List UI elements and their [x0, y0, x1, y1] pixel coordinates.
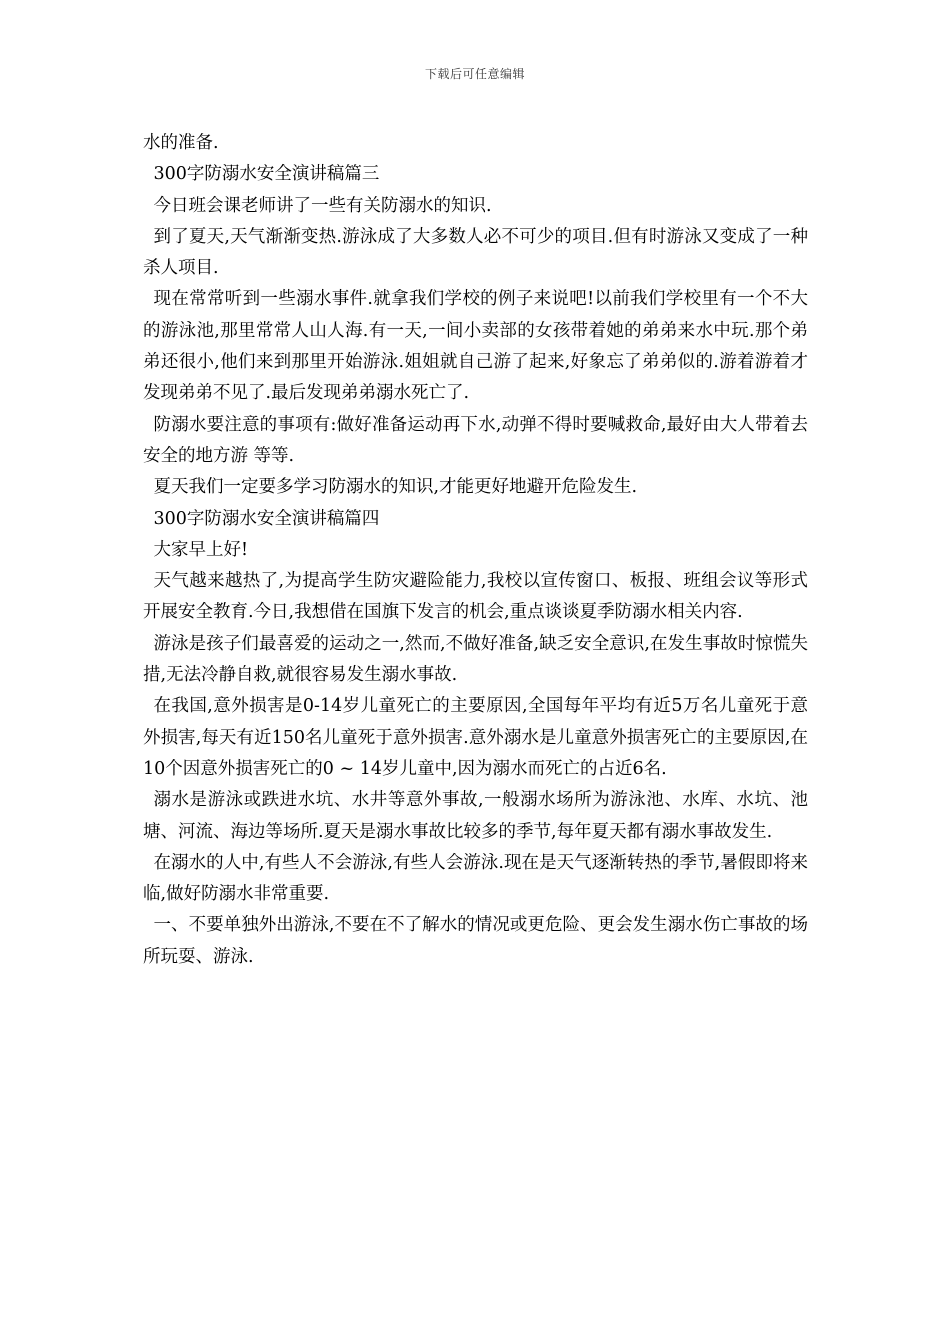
paragraph: 现在常常听到一些溺水事件.就拿我们学校的例子来说吧!以前我们学校里有一个不大的游泳池,那里常常人山人海.有一天,一间小卖部的女孩带着她的弟弟来水中玩.那个弟弟还很小,他们来到那里开始游泳.姐姐就自己游了起来,好象忘了弟弟似的.游着游着才发现弟弟不见了.最后发现弟弟溺水死亡了. [143, 289, 808, 404]
paragraph-continuation: 水的准备. [143, 133, 219, 153]
section-heading-4: 300字防溺水安全演讲稿篇四 [153, 508, 380, 529]
paragraph: 溺水是游泳或跌进水坑、水井等意外事故,一般溺水场所为游泳池、水库、水坑、池塘、河流、海边等场所.夏天是溺水事故比较多的季节,每年夏天都有溺水事故发生. [143, 790, 808, 842]
paragraph: 防溺水要注意的事项有:做好准备运动再下水,动弹不得时要喊救命,最好由大人带着去安全的地方游 等等. [143, 414, 808, 466]
paragraph: 夏天我们一定要多学习防溺水的知识,才能更好地避开危险发生. [153, 477, 638, 498]
paragraph: 在我国,意外损害是0-14岁儿童死亡的主要原因,全国每年平均有近5万名儿童死于意外损害,每天有近150名儿童死于意外损害.意外溺水是儿童意外损害死亡的主要原因,在10个因意外损害死亡的0 ~ 14岁儿童中,因为溺水而死亡的占近6名. [143, 696, 808, 779]
section-heading-3: 300字防溺水安全演讲稿篇三 [153, 164, 380, 185]
paragraph: 游泳是孩子们最喜爱的运动之一,然而,不做好准备,缺乏安全意识,在发生事故时惊慌失措,无法冷静自救,就很容易发生溺水事故. [143, 633, 808, 686]
paragraph: 天气越来越热了,为提高学生防灾避险能力,我校以宣传窗口、板报、班组会议等形式开展安全教育.今日,我想借在国旗下发言的机会,重点谈谈夏季防溺水相关内容. [143, 571, 808, 623]
paragraph-greeting: 大家早上好! [153, 539, 249, 560]
page-header: 下载后可任意编辑 [424, 67, 525, 81]
paragraph: 在溺水的人中,有些人不会游泳,有些人会游泳.现在是天气逐渐转热的季节,暑假即将来临,做好防溺水非常重要. [143, 852, 808, 905]
paragraph-list-item: 一、不要单独外出游泳,不要在不了解水的情况或更危险、更会发生溺水伤亡事故的场所玩耍、游泳. [143, 915, 808, 967]
paragraph: 今日班会课老师讲了一些有关防溺水的知识. [153, 195, 492, 216]
paragraph: 到了夏天,天气渐渐变热.游泳成了大多数人必不可少的项目.但有时游泳又变成了一种杀人项目. [143, 226, 808, 279]
document-body [143, 128, 808, 973]
